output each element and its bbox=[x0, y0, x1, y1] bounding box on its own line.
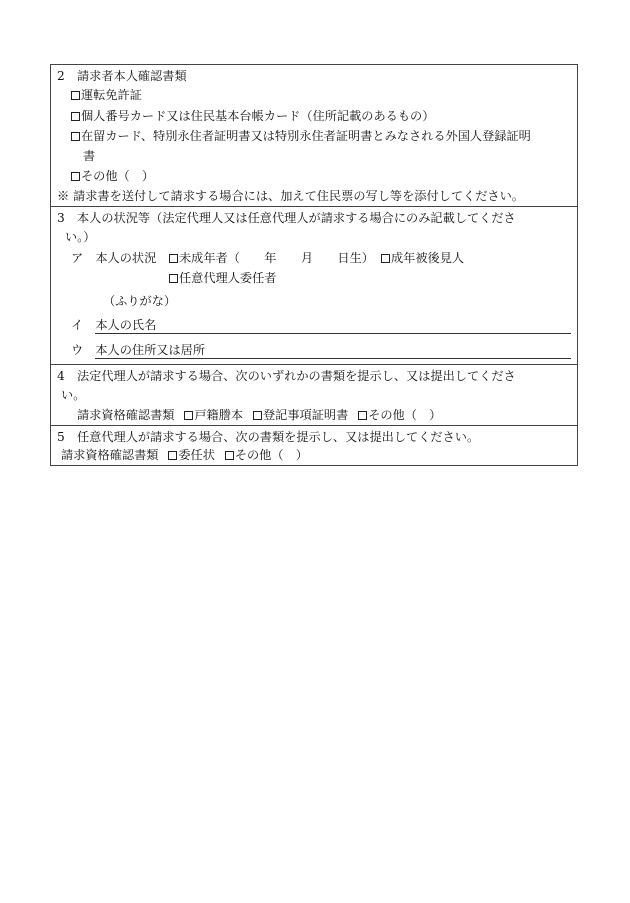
option-other[interactable]: その他（ ） bbox=[71, 168, 154, 184]
status-label: ア 本人の状況 bbox=[71, 251, 157, 265]
checkbox[interactable] bbox=[169, 254, 178, 263]
section-5-docs: 請求資格確認書類 委任状 その他（ ） bbox=[61, 448, 308, 462]
checkbox[interactable] bbox=[71, 132, 80, 141]
checkbox-other[interactable] bbox=[358, 411, 367, 420]
section-4-heading-cont: い。 bbox=[61, 388, 86, 402]
section-3 bbox=[51, 207, 577, 365]
option-adult-ward[interactable]: 成年被後見人 bbox=[381, 250, 464, 266]
checkbox-power-of-attorney[interactable] bbox=[168, 451, 177, 460]
docs-label: 請求資格確認書類 bbox=[61, 448, 159, 462]
section-3-heading-cont: い。） bbox=[65, 230, 96, 244]
furigana-label: （ふりがな） bbox=[103, 294, 177, 308]
address-field-underline[interactable] bbox=[95, 358, 571, 359]
checkbox-family-register[interactable] bbox=[184, 411, 193, 420]
checkbox-other[interactable] bbox=[225, 451, 234, 460]
checkbox[interactable] bbox=[71, 172, 80, 181]
section-4 bbox=[51, 365, 577, 426]
section-4-heading: 4 法定代理人が請求する場合、次のいずれかの書類を提示し、又は提出してくださ bbox=[57, 369, 516, 383]
address-label: ウ 本人の住所又は居所 bbox=[71, 343, 206, 357]
section-5-heading: 5 任意代理人が請求する場合、次の書類を提示し、又は提出してください。 bbox=[57, 430, 480, 444]
option-drivers-license[interactable]: 運転免許証 bbox=[71, 87, 142, 103]
section-5 bbox=[51, 426, 577, 465]
name-label: イ 本人の氏名 bbox=[71, 318, 157, 332]
checkbox[interactable] bbox=[71, 91, 80, 100]
section-2-heading: 2 請求者本人確認書類 bbox=[57, 69, 187, 83]
option-my-number-card[interactable]: 個人番号カード又は住民基本台帳カード（住所記載のあるもの） bbox=[71, 108, 434, 124]
checkbox-registry-certificate[interactable] bbox=[253, 411, 262, 420]
checkbox[interactable] bbox=[169, 274, 178, 283]
option-minor[interactable]: 未成年者（ 年 月 日生） bbox=[169, 250, 374, 266]
option-residence-card[interactable]: 在留カード、特別永住者証明書又は特別永住者証明書とみなされる外国人登録証明 bbox=[71, 128, 531, 144]
section-4-docs: 請求資格確認書類 戸籍謄本 登記事項証明書 その他（ ） bbox=[77, 408, 442, 422]
checkbox[interactable] bbox=[381, 254, 390, 263]
section-3-heading: 3 本人の状況等（法定代理人又は任意代理人が請求する場合にのみ記載してくださ bbox=[57, 211, 516, 225]
option-proxy-principal[interactable]: 任意代理人委任者 bbox=[169, 270, 277, 286]
checkbox[interactable] bbox=[71, 112, 80, 121]
option-residence-card-cont: 書 bbox=[83, 149, 96, 163]
section-2-note: ※ 請求書を送付して請求する場合には、加えて住民票の写し等を添付してください。 bbox=[57, 189, 524, 203]
section-2 bbox=[51, 65, 577, 207]
docs-label: 請求資格確認書類 bbox=[77, 408, 175, 422]
request-form-table bbox=[50, 64, 578, 466]
name-field-underline[interactable] bbox=[95, 333, 571, 334]
